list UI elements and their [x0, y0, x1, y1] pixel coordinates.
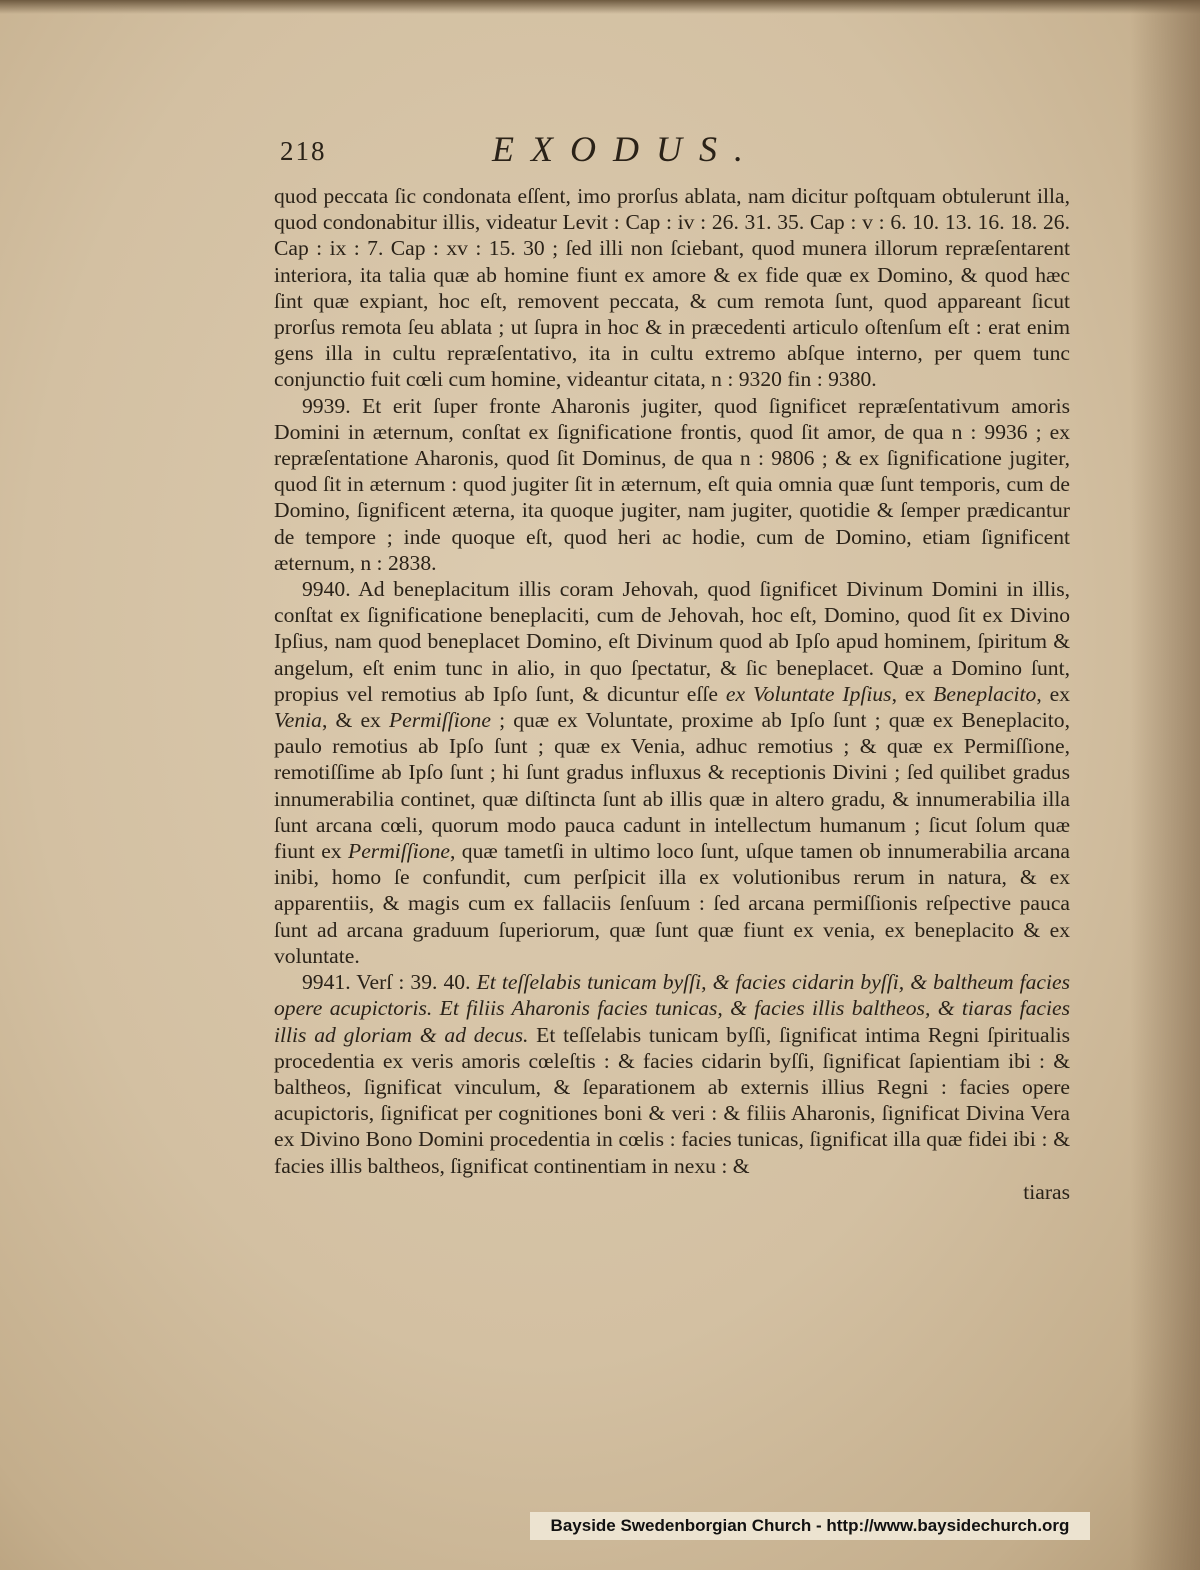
credit-banner — [530, 1512, 1090, 1540]
running-title: EXODUS. — [492, 129, 760, 169]
italic-run: Beneplacito — [933, 681, 1037, 706]
italic-run: Permiſſione — [388, 708, 491, 733]
text-run: 9941. Verſ : 39. 40. — [302, 970, 477, 995]
text-run: ; quæ ex Voluntate, proxime ab Ipſo ſunt ; quæ ex Beneplacito, paulo remotius ab Ipſo ſunt ; quæ ex Venia, adhuc remotius ; & quæ ex Permiſſione, remotiſſime ab Ipſo ſunt ; hi ſunt gradus influxus & receptionis Divini ; ſed quilibet gradus innumerabilia continet, quæ diſtincta ſunt ab illis quæ in altero gradu, & innumerabilia illa ſunt arcana cœli, quorum modo pauca cadunt in intellectum humanum ; ſicut ſolum quæ fiunt ex — [274, 708, 1070, 864]
italic-run: Permiſſione — [348, 839, 450, 864]
text-run: , & ex — [321, 708, 389, 733]
gutter-shadow — [1130, 0, 1200, 1570]
page-number: 218 — [280, 136, 327, 166]
text-run: , quæ tametſi in ultimo loco ſunt, uſque tamen ob innumerabilia arcana inibi, homo ſe confundit, cum perſpicit illa ex volutionibus rerum in natura, & ex apparentiis, & magis cum ex fallaciis ſenſuum : ſed arcana permiſſionis reſpective pauca ſunt ad arcana graduum ſuperiorum, quæ ſunt quæ fiunt ex venia, ex beneplacito & ex voluntate. — [274, 839, 1070, 968]
paragraph — [274, 576, 1070, 969]
page-edge-shadow — [0, 0, 1200, 14]
credit-text: Bayside Swedenborgian Church - http://www.baysidechurch.org — [550, 1516, 1070, 1535]
text-run: 9940. Ad beneplacitum illis coram Jehovah, quod ſignificet Divinum Domini in illis, conſtat ex ſignificatione beneplaciti, cum de Jehovah, hoc eſt, Domino, quod ſit ex Divino Ipſius, nam quod beneplacet Domino, eſt Divinum quod ab Ipſo apud hominem, ſpiritum & angelum, eſt enim tunc in alio, in quo ſpectatur, & ſic beneplacet. Quæ a Domino ſunt, propius vel remotius ab Ipſo ſunt, & dicuntur eſſe — [274, 577, 1070, 706]
italic-run: Et teſſelabis tunicam byſſi, & facies cidarin byſſi, & baltheum facies opere acupictoris. Et filiis Aharonis facies tunicas, & facies illis baltheos, & tiaras facies illis ad gloriam & ad decus. — [274, 970, 1070, 1047]
body-text — [274, 183, 1070, 1205]
text-run: quod peccata ſic condonata eſſent, imo prorſus ablata, nam dicitur poſtquam obtulerunt illa, quod condonabitur illis, videatur Levit : Cap : iv : 26. 31. 35. Cap : v : 6. 10. 13. 16. 18. 26. Cap : ix : 7. Cap : xv : 15. 30 ; ſed illi non ſciebant, quod munera illorum repræſentarent interiora, ita talia quæ ab homine fiunt ex amore & ex fide quæ ex Domino, & quod hæc ſint quæ expiant, hoc eſt, removent peccata, & cum remota ſunt, quod appareant ſicut prorſus remota ſeu ablata ; ut ſupra in hoc & in præcedenti articulo oſtenſum eſt : erat enim gens illa in cultu repræſentativo, ita in cultu extremo abſque interno, per quem tunc conjunctio fuit cœli cum homine, videantur citata, n : 9320 fin : 9380. — [274, 184, 1070, 392]
text-run: 9939. Et erit ſuper fronte Aharonis jugiter, quod ſignificet repræſentativum amoris Domini in æternum, conſtat ex ſignificatione frontis, quod ſit amor, de qua n : 9936 ; ex repræſentatione Aharonis, quod ſit Dominus, de qua n : 9806 ; & ex ſignificatione jugiter, quod ſit in æternum : quod jugiter ſit in æternum, eſt quia omnia quæ ſunt temporis, cum de Domino, ſignificent æterna, ita quoque jugiter, nam jugiter, quotidie & ſemper prædicantur de tempore ; inde quoque eſt, quod heri ac hodie, cum de Domino, etiam ſignificent æternum, n : 2838. — [274, 393, 1070, 575]
paragraph — [274, 969, 1070, 1179]
italic-run: ex Voluntate Ipſius — [725, 681, 892, 706]
paragraph — [274, 393, 1070, 576]
text-run: , ex — [891, 681, 934, 706]
catchword: tiaras — [1023, 1179, 1070, 1204]
page-header — [280, 128, 1080, 174]
italic-run: Venia — [274, 708, 322, 733]
text-run: , ex — [1036, 681, 1070, 706]
text-run: Et teſſelabis tunicam byſſi, ſignificat intima Regni ſpiritualis procedentia ex veris amoris cœleſtis : & facies cidarin byſſi, ſignificat ſapientiam ibi : & baltheos, ſignificat vinculum, & ſeparationem ab externis illius Regni : facies opere acupictoris, ſignificat per cognitiones boni & veri : & filiis Aharonis, ſignificat Divina Vera ex Divino Bono Domini procedentia in cœlis : facies tunicas, ſignificat illa quæ fidei ibi : & facies illis baltheos, ſignificat continentiam in nexu : & — [274, 1022, 1070, 1178]
paragraph — [274, 183, 1070, 393]
